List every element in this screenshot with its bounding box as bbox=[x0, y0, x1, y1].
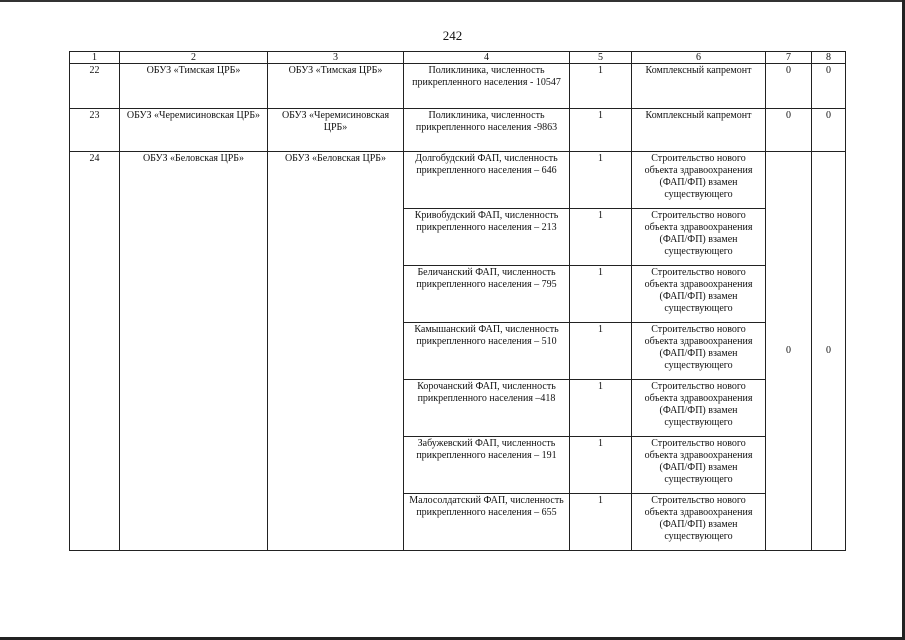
work-type-cell: Комплексный капремонт bbox=[632, 64, 766, 109]
page-number: 242 bbox=[442, 28, 463, 43]
table-row bbox=[70, 152, 846, 209]
work-type-cell: Строительство нового объекта здравоохранения (ФАП/ФП) взамен существующего bbox=[632, 380, 766, 437]
organization-cell: ОБУЗ «Тимская ЦРБ» bbox=[120, 64, 268, 109]
object-cell: Малосолдатский ФАП, численность прикрепленного населения – 655 bbox=[404, 494, 570, 551]
work-type-cell: Строительство нового объекта здравоохранения (ФАП/ФП) взамен существующего bbox=[632, 437, 766, 494]
organization-cell: ОБУЗ «Черемисиновская ЦРБ» bbox=[268, 109, 404, 152]
value-cell: 0 bbox=[766, 64, 812, 109]
organization-cell: ОБУЗ «Беловская ЦРБ» bbox=[268, 152, 404, 551]
object-cell: Забужевский ФАП, численность прикрепленного населения – 191 bbox=[404, 437, 570, 494]
table-row bbox=[70, 109, 846, 152]
column-header: 7 bbox=[766, 52, 812, 64]
organization-cell: ОБУЗ «Тимская ЦРБ» bbox=[268, 64, 404, 109]
column-header: 3 bbox=[268, 52, 404, 64]
column-header: 1 bbox=[70, 52, 120, 64]
object-cell: Долгобудский ФАП, численность прикрепленного населения – 646 bbox=[404, 152, 570, 209]
work-type-cell: Строительство нового объекта здравоохранения (ФАП/ФП) взамен существующего bbox=[632, 323, 766, 380]
column-number-row bbox=[70, 52, 846, 64]
work-type-cell: Строительство нового объекта здравоохранения (ФАП/ФП) взамен существующего bbox=[632, 152, 766, 209]
column-header: 8 bbox=[812, 52, 846, 64]
work-type-cell: Строительство нового объекта здравоохранения (ФАП/ФП) взамен существующего bbox=[632, 266, 766, 323]
row-number: 22 bbox=[70, 64, 120, 109]
facilities-table bbox=[69, 51, 846, 551]
quantity-cell: 1 bbox=[570, 109, 632, 152]
object-cell: Поликлиника, численность прикрепленного населения - 10547 bbox=[404, 64, 570, 109]
quantity-cell: 1 bbox=[570, 209, 632, 266]
quantity-cell: 1 bbox=[570, 152, 632, 209]
column-header: 5 bbox=[570, 52, 632, 64]
column-header: 4 bbox=[404, 52, 570, 64]
value-cell: 0 bbox=[812, 152, 846, 551]
object-cell: Беличанский ФАП, численность прикрепленного населения – 795 bbox=[404, 266, 570, 323]
work-type-cell: Строительство нового объекта здравоохранения (ФАП/ФП) взамен существующего bbox=[632, 209, 766, 266]
quantity-cell: 1 bbox=[570, 64, 632, 109]
quantity-cell: 1 bbox=[570, 266, 632, 323]
quantity-cell: 1 bbox=[570, 437, 632, 494]
work-type-cell: Комплексный капремонт bbox=[632, 109, 766, 152]
organization-cell: ОБУЗ «Беловская ЦРБ» bbox=[120, 152, 268, 551]
work-type-cell: Строительство нового объекта здравоохранения (ФАП/ФП) взамен существующего bbox=[632, 494, 766, 551]
column-header: 6 bbox=[632, 52, 766, 64]
object-cell: Камышанский ФАП, численность прикрепленного населения – 510 bbox=[404, 323, 570, 380]
row-number: 24 bbox=[70, 152, 120, 551]
value-cell: 0 bbox=[812, 109, 846, 152]
value-cell: 0 bbox=[766, 109, 812, 152]
column-header: 2 bbox=[120, 52, 268, 64]
quantity-cell: 1 bbox=[570, 494, 632, 551]
object-cell: Кривобудский ФАП, численность прикрепленного населения – 213 bbox=[404, 209, 570, 266]
value-cell: 0 bbox=[812, 64, 846, 109]
scan-edge-top bbox=[0, 0, 905, 2]
row-number: 23 bbox=[70, 109, 120, 152]
object-cell: Корочанский ФАП, численность прикрепленного населения –418 bbox=[404, 380, 570, 437]
table-row bbox=[70, 64, 846, 109]
quantity-cell: 1 bbox=[570, 380, 632, 437]
object-cell: Поликлиника, численность прикрепленного населения -9863 bbox=[404, 109, 570, 152]
value-cell: 0 bbox=[766, 152, 812, 551]
quantity-cell: 1 bbox=[570, 323, 632, 380]
organization-cell: ОБУЗ «Черемисиновская ЦРБ» bbox=[120, 109, 268, 152]
